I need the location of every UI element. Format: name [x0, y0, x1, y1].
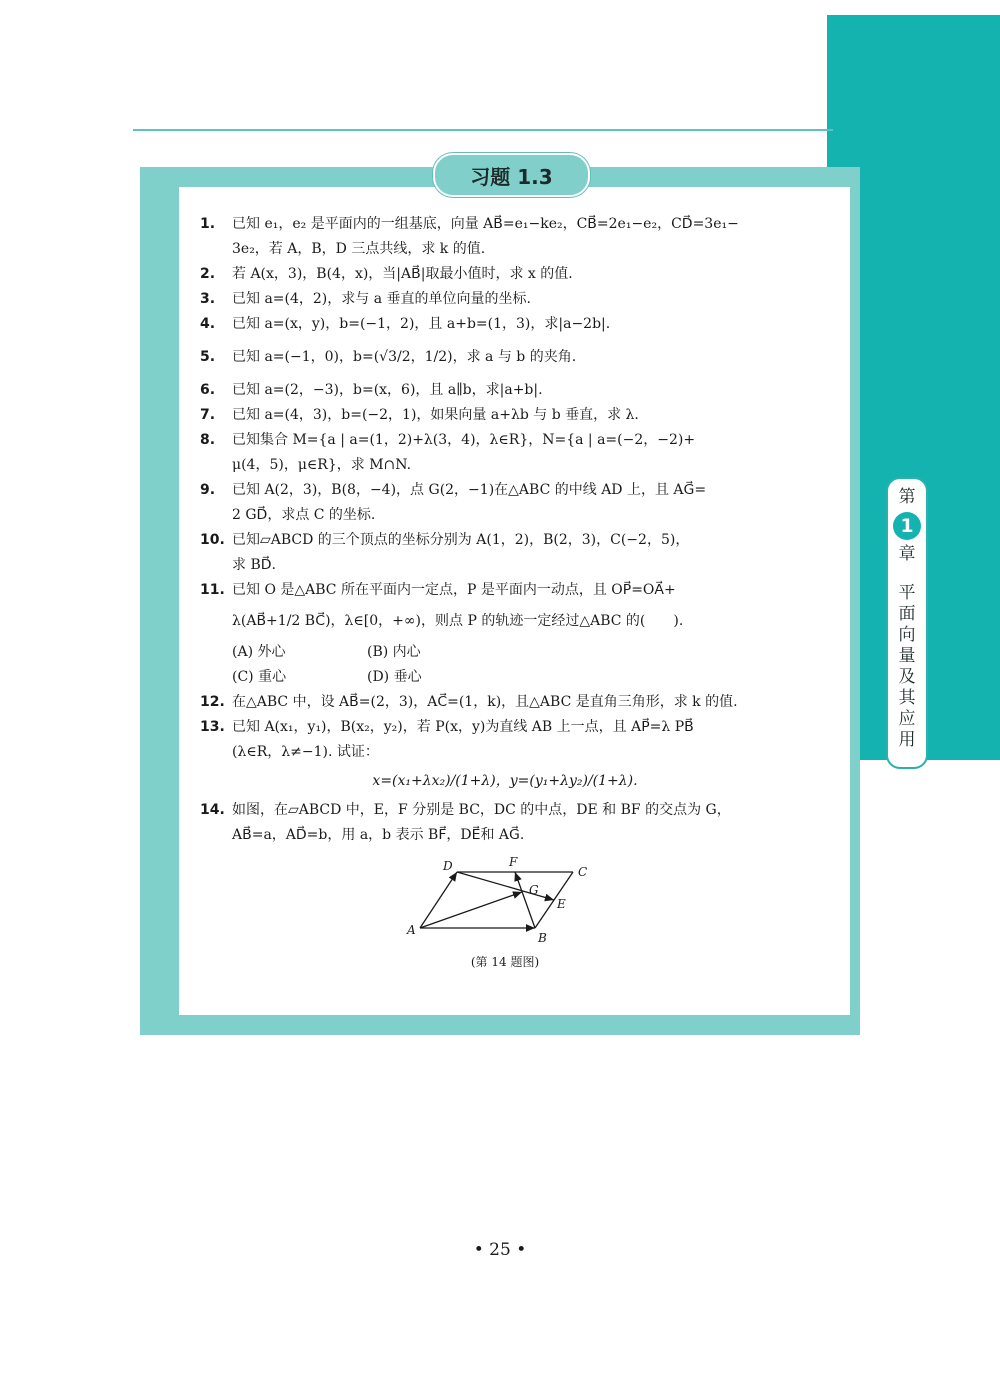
chapter-side-tab	[886, 477, 928, 769]
chapter-name-char: 量	[898, 646, 916, 666]
chapter-name	[899, 583, 916, 751]
problem-text: λ(AB⃗+1/2 BC⃗)，λ∈[0，+∞)，则点 P 的轨迹一定经过△ABC 的( ).	[232, 613, 684, 629]
option-b: (B) 内心	[367, 644, 421, 660]
problem-text: (λ∈R，λ≠−1). 试证：	[232, 744, 379, 760]
chapter-name-char: 其	[898, 688, 916, 708]
problem-text: 如图，在▱ABCD 中，E，F 分别是 BC，DC 的中点，DE 和 BF 的交点为 G，	[232, 802, 731, 818]
problem-text: 3e₂，若 A，B，D 三点共线，求 k 的值.	[232, 241, 486, 257]
problem-1: 1. 已知 e₁，e₂ 是平面内的一组基底，向量 AB⃗=e₁−ke₂，CB⃗=2e₁−e₂，CD⃗=3e₁− 3e₂，若 A，B，D 三点共线，求 k 的值.	[200, 212, 810, 262]
label-a: A	[407, 923, 416, 937]
chapter-unit: 章	[898, 544, 916, 564]
problem-7: 7. 已知 a=(4，3)，b=(−2，1)，如果向量 a+λb 与 b 垂直，求 λ.	[200, 403, 810, 428]
option-a: (A) 外心	[232, 644, 286, 660]
exercise-title: 习题 1.3	[433, 153, 590, 197]
figure-caption: (第 14 题图)	[470, 955, 540, 969]
segment-ag	[420, 892, 522, 928]
problem-14: 14. 如图，在▱ABCD 中，E，F 分别是 BC，DC 的中点，DE 和 BF 的交点为 G， AB⃗=a，AD⃗=b，用 a，b 表示 BF⃗，DE⃗和 AG⃗.	[200, 798, 810, 848]
label-f: F	[509, 855, 518, 869]
problem-list	[200, 212, 810, 970]
chapter-name-char: 向	[898, 625, 916, 645]
problem-text: 已知 a=(4，3)，b=(−2，1)，如果向量 a+λb 与 b 垂直，求 λ.	[232, 407, 639, 423]
header-rule	[133, 129, 833, 131]
problem-text: 已知 a=(−1，0)，b=(√3/2，1/2)，求 a 与 b 的夹角.	[232, 349, 577, 365]
chapter-number: 1	[893, 512, 921, 540]
chapter-name-char: 及	[898, 667, 916, 687]
option-d: (D) 垂心	[367, 669, 422, 685]
problem-13: 13. 已知 A(x₁，y₁)，B(x₂，y₂)，若 P(x，y)为直线 AB 上一点，且 AP⃗=λ PB⃗ (λ∈R，λ≠−1). 试证：	[200, 715, 810, 765]
option-c: (C) 重心	[232, 669, 287, 685]
problem-text: 求 BD⃗.	[232, 557, 276, 573]
problem-text: 已知 A(x₁，y₁)，B(x₂，y₂)，若 P(x，y)为直线 AB 上一点，且 AP⃗=λ PB⃗	[232, 719, 694, 735]
problem-text: 已知 a=(2，−3)，b=(x，6)，且 a∥b，求|a+b|.	[232, 382, 543, 398]
parallelogram-figure	[200, 852, 810, 952]
problem-11: 11. 已知 O 是△ABC 所在平面内一定点，P 是平面内一动点，且 OP⃗=OA⃗+ λ(AB⃗+1/2 BC⃗)，λ∈[0，+∞)，则点 P 的轨迹一定经过△ABC 的( ).	[200, 578, 810, 640]
problem-text: AB⃗=a，AD⃗=b，用 a，b 表示 BF⃗，DE⃗和 AG⃗.	[232, 827, 525, 843]
options-row	[200, 665, 810, 690]
label-b: B	[538, 931, 547, 945]
problem-5: 5. 已知 a=(−1，0)，b=(√3/2，1/2)，求 a 与 b 的夹角.	[200, 345, 810, 370]
label-e: E	[557, 897, 566, 911]
problem-4: 4. 已知 a=(x，y)，b=(−1，2)，且 a+b=(1，3)，求|a−2b|.	[200, 312, 810, 337]
chapter-prefix: 第	[898, 487, 916, 507]
problem-10: 10. 已知▱ABCD 的三个顶点的坐标分别为 A(1，2)，B(2，3)，C(−2，5)， 求 BD⃗.	[200, 528, 810, 578]
problem-text: 已知集合 M={a | a=(1，2)+λ(3，4)，λ∈R}，N={a | a=(−2，−2)+	[232, 432, 696, 448]
edge-da	[420, 872, 457, 928]
problem-2: 2. 若 A(x，3)，B(4，x)，当|AB⃗|取最小值时，求 x 的值.	[200, 262, 810, 287]
problem-9: 9. 已知 A(2，3)，B(8，−4)，点 G(2，−1)在△ABC 的中线 AD 上，且 AG⃗= 2 GD⃗，求点 C 的坐标.	[200, 478, 810, 528]
problem-text: 已知 a=(x，y)，b=(−1，2)，且 a+b=(1，3)，求|a−2b|.	[232, 316, 611, 332]
label-d: D	[443, 859, 453, 873]
chapter-name-char: 应	[898, 709, 916, 729]
proof-formula: x=(x₁+λx₂)/(1+λ)，y=(y₁+λy₂)/(1+λ).	[372, 773, 638, 789]
segment-bf	[515, 872, 535, 928]
problem-text: 已知 a=(4，2)，求与 a 垂直的单位向量的坐标.	[232, 291, 531, 307]
label-c: C	[578, 865, 588, 879]
label-g: G	[529, 883, 539, 897]
problem-text: μ(4，5)，μ∈R}，求 M∩N.	[232, 457, 412, 473]
problem-6: 6. 已知 a=(2，−3)，b=(x，6)，且 a∥b，求|a+b|.	[200, 378, 810, 403]
problem-text: 在△ABC 中，设 AB⃗=(2，3)，AC⃗=(1，k)，且△ABC 是直角三角形，求 k 的值.	[232, 694, 738, 710]
parallelogram-diagram	[405, 852, 605, 952]
problem-text: 已知 O 是△ABC 所在平面内一定点，P 是平面内一动点，且 OP⃗=OA⃗+	[232, 582, 676, 598]
page-number: • 25 •	[473, 1240, 527, 1260]
chapter-name-char: 平	[898, 583, 916, 603]
chapter-name-char: 用	[898, 730, 916, 750]
segment-de	[457, 872, 554, 900]
chapter-name-char: 面	[898, 604, 916, 624]
problem-text: 已知 A(2，3)，B(8，−4)，点 G(2，−1)在△ABC 的中线 AD 上，且 AG⃗=	[232, 482, 707, 498]
problem-3: 3. 已知 a=(4，2)，求与 a 垂直的单位向量的坐标.	[200, 287, 810, 312]
problem-8: 8. 已知集合 M={a | a=(1，2)+λ(3，4)，λ∈R}，N={a | a=(−2，−2)+ μ(4，5)，μ∈R}，求 M∩N.	[200, 428, 810, 478]
problem-text: 2 GD⃗，求点 C 的坐标.	[232, 507, 376, 523]
problem-12: 12. 在△ABC 中，设 AB⃗=(2，3)，AC⃗=(1，k)，且△ABC 是直角三角形，求 k 的值.	[200, 690, 810, 715]
problem-text: 已知 e₁，e₂ 是平面内的一组基底，向量 AB⃗=e₁−ke₂，CB⃗=2e₁−e₂，CD⃗=3e₁−	[232, 216, 739, 232]
options-row	[200, 640, 810, 665]
problem-text: 若 A(x，3)，B(4，x)，当|AB⃗|取最小值时，求 x 的值.	[232, 266, 573, 282]
problem-text: 已知▱ABCD 的三个顶点的坐标分别为 A(1，2)，B(2，3)，C(−2，5)，	[232, 532, 690, 548]
